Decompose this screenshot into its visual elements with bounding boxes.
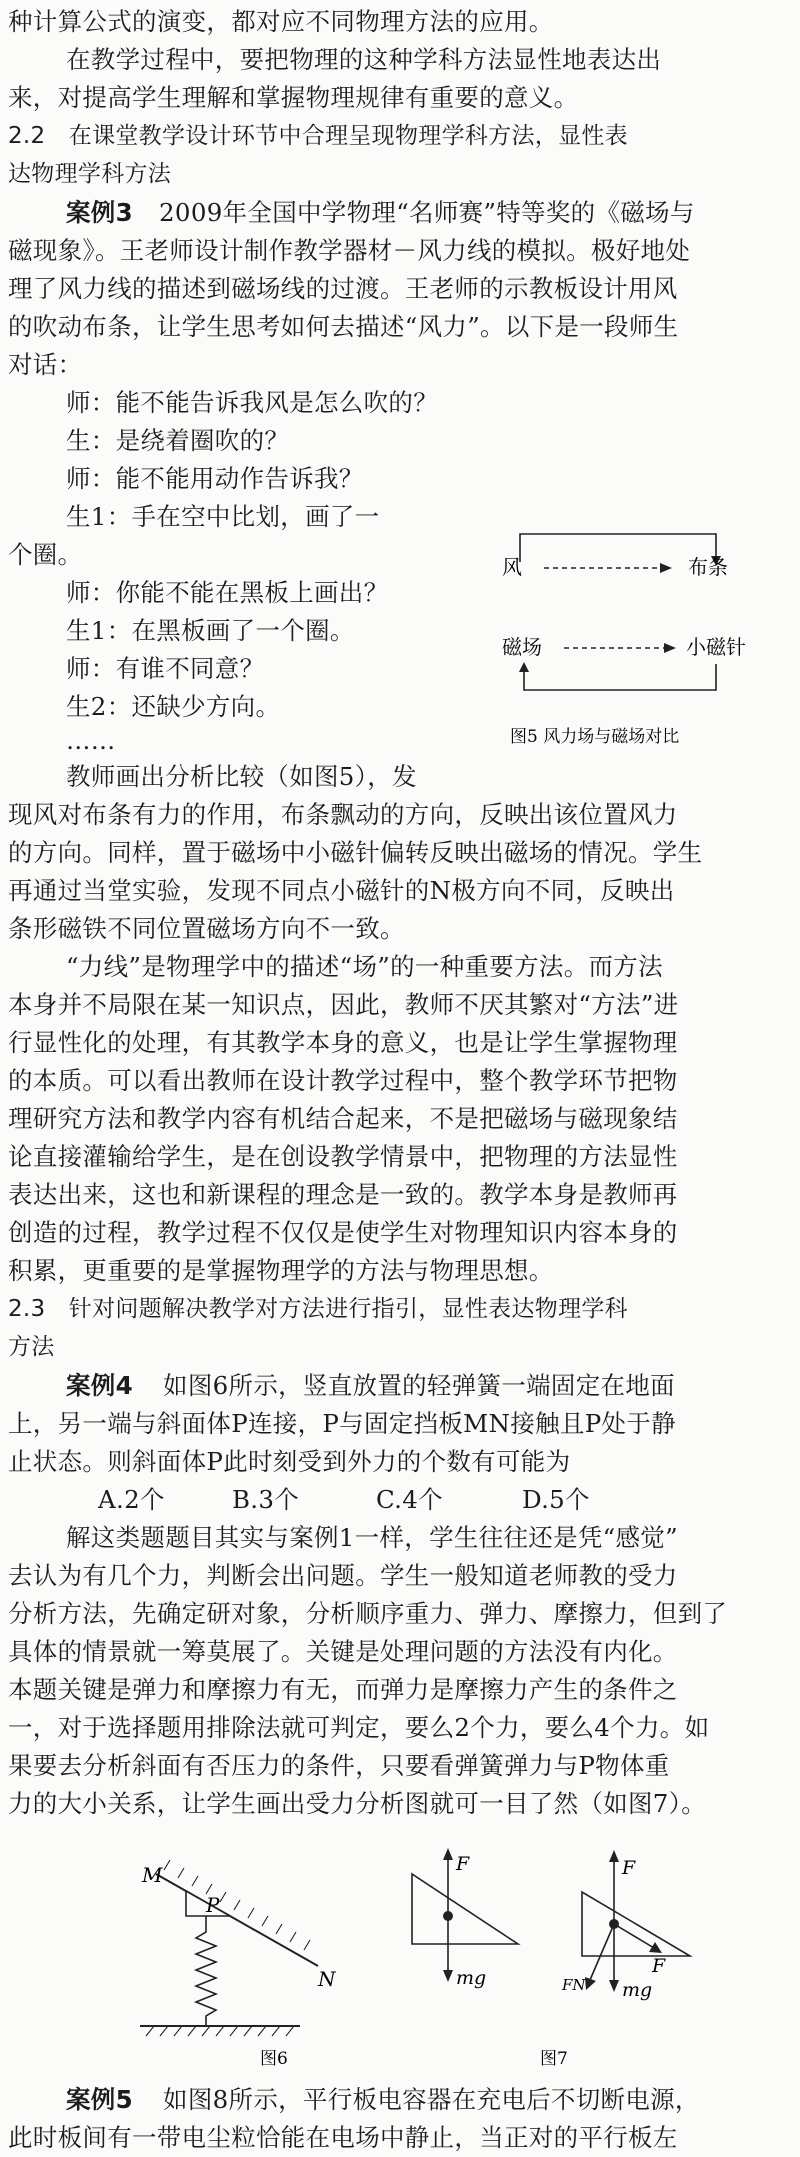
case3-line: 案例3 2009年全国中学物理“名师赛”特等奖的《磁场与: [66, 198, 695, 227]
section-heading: 2.3 针对问题解决教学对方法进行指引，显性表达物理学科: [8, 1296, 628, 1322]
choice-a: A.2个: [98, 1485, 165, 1514]
dialog-line: 师：能不能告诉我风是怎么吹的？: [66, 388, 438, 417]
fbd-four-forces: [582, 1850, 690, 1992]
case-label: 案例4: [66, 1371, 133, 1400]
dialog-line: 生1：手在空中比划，画了一: [66, 502, 380, 531]
spring: [196, 1916, 216, 2026]
figure7-diagram: [400, 1840, 780, 2070]
dialog-line: 师：能不能用动作告诉我？: [66, 464, 364, 493]
fig7-label-F-friction: F: [652, 1955, 666, 1977]
section-heading: 达物理学科方法: [8, 161, 172, 187]
dialog-line: 师：你能不能在黑板上画出？: [66, 578, 389, 607]
bottom-loop-arrow: [519, 662, 716, 690]
text-line: 力的大小关系，让学生画出受力分析图就可一目了然（如图7）。: [8, 1789, 707, 1818]
text-line: 的本质。可以看出教师在设计教学过程中，整个教学环节把物: [8, 1066, 678, 1095]
text-line: 创造的过程，教学过程不仅仅是使学生对物理知识内容本身的: [8, 1218, 678, 1247]
fig5-label-needle: 小磁针: [686, 635, 746, 659]
incline-board-MN: [156, 1860, 318, 1966]
ground: [140, 2026, 300, 2036]
text-line: 上，另一端与斜面体P连接，P与固定挡板MN接触且P处于静: [8, 1409, 676, 1438]
text-line: 一，对于选择题用排除法就可判定，要么2个力，要么4个力。如: [8, 1713, 710, 1742]
choice-c: C.4个: [376, 1485, 443, 1514]
text-line: 对话：: [8, 350, 83, 379]
text-line: 来，对提高学生理解和掌握物理规律有重要的意义。: [8, 83, 579, 112]
field-to-needle-arrow: [564, 643, 676, 653]
text-line: 的方向。同样，置于磁场中小磁针偏转反映出磁场的情况。学生: [8, 838, 703, 867]
text-line: 教师画出分析比较（如图5），发: [66, 762, 417, 791]
text-line: 在教学过程中，要把物理的这种学科方法显性地表达出: [66, 45, 662, 74]
text-line: 表达出来，这也和新课程的理念是一致的。教学本身是教师再: [8, 1180, 678, 1209]
dialog-line: 生：是绕着圈吹的？: [66, 426, 290, 455]
choice-b: B.3个: [232, 1485, 300, 1514]
figure7-caption: 图7: [540, 2049, 568, 2069]
text-line: 现风对布条有力的作用，布条飘动的方向，反映出该位置风力: [8, 800, 678, 829]
figure6-caption: 图6: [260, 2049, 288, 2069]
fig5-label-cloth: 布条: [688, 555, 728, 579]
text-line: 止状态。则斜面体P此时刻受到外力的个数有可能为: [8, 1447, 571, 1476]
choice-d: D.5个: [522, 1485, 590, 1514]
text-line: 的吹动布条，让学生思考如何去描述“风力”。以下是一段师生: [8, 312, 679, 341]
text-line: 磁现象》。王老师设计制作教学器材－风力线的模拟。极好地处: [8, 236, 691, 265]
case4-line: 案例4 如图6所示，竖直放置的轻弹簧一端固定在地面: [66, 1371, 675, 1400]
text-line: 行显性化的处理，有其教学本身的意义，也是让学生掌握物理: [8, 1028, 678, 1057]
ellipsis: ……: [66, 726, 116, 755]
fig6-label-P: P: [206, 1893, 220, 1917]
fig5-label-wind: 风: [502, 555, 522, 579]
text-line: 此时板间有一带电尘粒恰能在电场中静止，当正对的平行板左: [8, 2123, 678, 2152]
text-line: 本身并不局限在某一知识点，因此，教师不厌其繁对“方法”进: [8, 990, 679, 1019]
text-line: 分析方法，先确定研对象，分析顺序重力、弹力、摩擦力，但到了: [8, 1599, 728, 1628]
dialog-line: 生1：在黑板画了一个圈。: [66, 616, 355, 645]
text-line: 理研究方法和教学内容有机结合起来，不是把磁场与磁现象结: [8, 1104, 678, 1133]
text-line: 理了风力线的描述到磁场线的过渡。王老师的示教板设计用风: [8, 274, 678, 303]
text-line: 论直接灌输给学生，是在创设教学情景中，把物理的方法显性: [8, 1142, 678, 1171]
text-line: 具体的情景就一筹莫展了。关键是处理问题的方法没有内化。: [8, 1637, 678, 1666]
case-label: 案例5: [66, 2085, 133, 2114]
fig7-label-F-up: F: [622, 1857, 636, 1879]
section-heading: 方法: [8, 1334, 55, 1360]
fig5-label-field: 磁场: [502, 635, 542, 659]
text-line: 再通过当堂实验，发现不同点小磁针的N极方向不同，反映出: [8, 876, 675, 905]
text-line: “力线”是物理学中的描述“场”的一种重要方法。而方法: [66, 952, 663, 981]
text-line: 条形磁铁不同位置磁场方向不一致。: [8, 914, 405, 943]
figure5-diagram: [480, 510, 780, 750]
section-heading: 2.2 在课堂教学设计环节中合理呈现物理学科方法，显性表: [8, 123, 628, 149]
text-line: 解这类题题目其实与案例1一样，学生往往还是凭“感觉”: [66, 1523, 678, 1552]
dialog-line: 个圈。: [8, 540, 83, 569]
figure5-caption: 图5 风力场与磁场对比: [510, 727, 680, 747]
fig7-label-mg-right: mg: [622, 1979, 653, 2001]
text-line: 去认为有几个力，判断会出问题。学生一般知道老师教的受力: [8, 1561, 678, 1590]
case-label: 案例3: [66, 198, 133, 227]
text-line: 果要去分析斜面有否压力的条件，只要看弹簧弹力与P物体重: [8, 1751, 670, 1780]
fig6-label-M: M: [142, 1863, 163, 1887]
text-line: 本题关键是弹力和摩擦力有无，而弹力是摩擦力产生的条件之: [8, 1675, 678, 1704]
fig6-label-N: N: [318, 1967, 336, 1991]
text-line: 种计算公式的演变，都对应不同物理方法的应用。: [8, 7, 554, 36]
dialog-line: 师：有谁不同意？: [66, 654, 265, 683]
figure6-diagram: [120, 1840, 370, 2070]
text-line: 积累，更重要的是掌握物理学的方法与物理思想。: [8, 1256, 554, 1285]
fig7-label-F: F: [456, 1853, 470, 1875]
fig7-label-FN: FN: [562, 1976, 586, 1994]
wind-to-cloth-arrow: [544, 563, 672, 573]
case5-line: 案例5 如图8所示，平行板电容器在充电后不切断电源，: [66, 2085, 700, 2114]
dialog-line: 生2：还缺少方向。: [66, 692, 281, 721]
fig7-label-mg: mg: [456, 1967, 487, 1989]
